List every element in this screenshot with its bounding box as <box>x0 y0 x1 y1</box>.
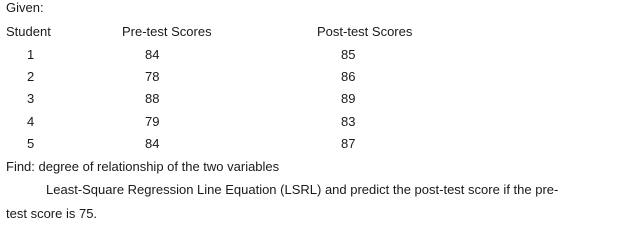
given-label: Given: <box>6 0 44 15</box>
task-paragraph-line-1: Least-Square Regression Line Equation (LSRL) and predict the post-test score if the pre- <box>46 182 559 197</box>
post-score-cell: 89 <box>341 91 356 106</box>
pre-score-cell: 84 <box>145 47 160 62</box>
pre-score-cell: 79 <box>145 114 160 129</box>
header-pre-test-scores: Pre-test Scores <box>122 24 212 39</box>
post-score-cell: 85 <box>341 47 356 62</box>
post-score-cell: 87 <box>341 136 356 151</box>
student-cell: 4 <box>27 114 35 129</box>
task-paragraph-line-2: test score is 75. <box>6 206 98 221</box>
student-cell: 5 <box>27 136 35 151</box>
post-score-cell: 83 <box>341 114 356 129</box>
student-cell: 2 <box>27 69 35 84</box>
header-student: Student <box>6 24 51 39</box>
header-post-test-scores: Post-test Scores <box>317 24 413 39</box>
post-score-cell: 86 <box>341 69 356 84</box>
student-cell: 3 <box>27 91 35 106</box>
student-cell: 1 <box>27 47 35 62</box>
pre-score-cell: 84 <box>145 136 160 151</box>
pre-score-cell: 78 <box>145 69 160 84</box>
find-statement: Find: degree of relationship of the two variables <box>6 159 280 174</box>
pre-score-cell: 88 <box>145 91 160 106</box>
